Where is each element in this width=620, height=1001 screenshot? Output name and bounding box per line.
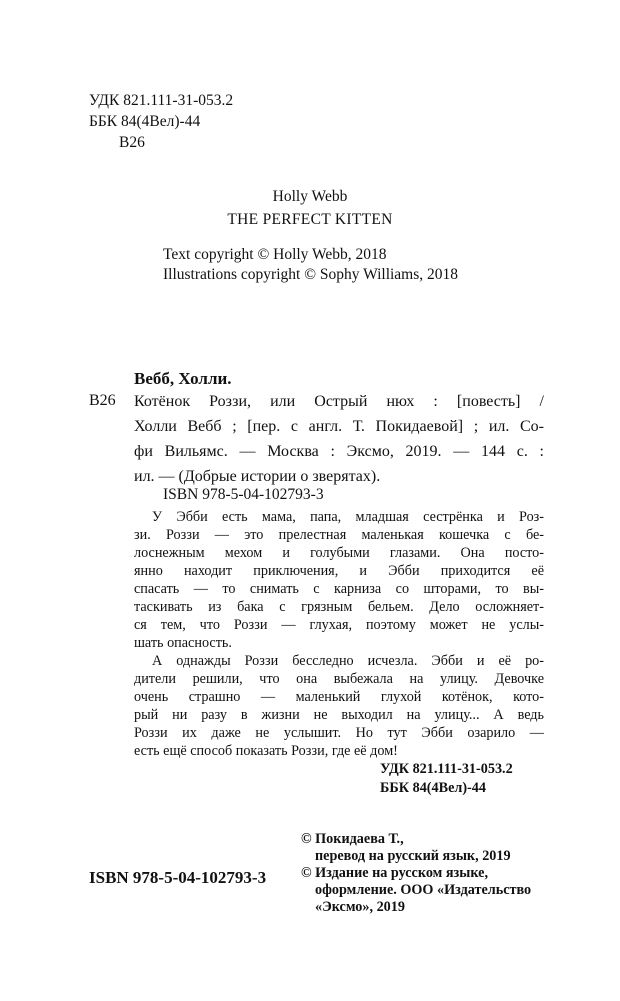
description-line: фи Вильямс. — Москва : Эксмо, 2019. — 144 с. :	[134, 443, 544, 460]
annotation-line: спасать — то снимать с карниза со шторами, то вы-	[134, 581, 544, 597]
annotation-line: янно находит приключения, и Эбби приходится её	[134, 563, 544, 579]
annotation-line: шать опасность.	[134, 635, 232, 651]
author-mark: В26	[119, 134, 145, 151]
description-line: Холли Вебб ; [пер. с англ. Т. Покидаевой] ; ил. Со-	[134, 418, 544, 435]
annotation-line: очень страшно — маленький глухой котёнок, кото-	[134, 689, 544, 705]
footer-bbk-code: ББК 84(4Вел)-44	[380, 780, 486, 796]
udk-code: УДК 821.111-31-053.2	[89, 92, 234, 109]
original-title: THE PERFECT KITTEN	[227, 211, 393, 228]
description-line: ил. — (Добрые истории о зверятах).	[134, 468, 381, 485]
isbn-bold: ISBN 978-5-04-102793-3	[89, 868, 267, 887]
annotation-line: есть ещё способ показать Роззи, где её дом!	[134, 743, 398, 759]
annotation-line: дители решили, что она выбежала на улицу. Девочке	[134, 671, 544, 687]
edition-copyright-line1: © Издание на русском языке,	[301, 865, 488, 881]
annotation-line: лоснежным мехом и голубыми глазами. Она посто-	[134, 545, 544, 561]
copyright-illustrations: Illustrations copyright © Sophy Williams, 2018	[163, 266, 459, 283]
translator-copyright-line2: перевод на русский язык, 2019	[315, 848, 511, 864]
translator-copyright-line1: © Покидаева Т.,	[301, 831, 404, 847]
bibliographic-author-heading: Вебб, Холли.	[134, 369, 232, 388]
bibliographic-author-mark: В26	[89, 392, 116, 409]
bbk-code: ББК 84(4Вел)-44	[89, 113, 201, 130]
edition-copyright-line2: оформление. ООО «Издательство	[315, 882, 532, 898]
annotation	[134, 508, 544, 760]
isbn-plain: ISBN 978-5-04-102793-3	[163, 486, 324, 503]
original-author: Holly Webb	[272, 188, 348, 205]
annotation-line: зи. Роззи — это прелестная маленькая кошечка с бе-	[134, 527, 544, 543]
description-line: Котёнок Роззи, или Острый нюх : [повесть] /	[134, 393, 544, 410]
annotation-line: ся тем, что Роззи — глухая, поэтому может не услы-	[134, 617, 544, 633]
annotation-line: А однажды Роззи бесследно исчезла. Эбби и её ро-	[152, 653, 544, 669]
bibliographic-description	[134, 389, 544, 489]
annotation-line: рый ни разу в жизни не выходил на улицу... А ведь	[134, 707, 544, 723]
annotation-line: Роззи их даже не услышит. Но тут Эбби озарило —	[134, 725, 544, 741]
copyright-text: Text copyright © Holly Webb, 2018	[163, 246, 387, 263]
footer-udk-code: УДК 821.111-31-053.2	[380, 761, 513, 777]
annotation-line: таскивать из бака с грязным бельем. Дело осложняет-	[134, 599, 544, 615]
edition-copyright-line3: «Эксмо», 2019	[315, 899, 405, 915]
annotation-line: У Эбби есть мама, папа, младшая сестрёнка и Роз-	[152, 509, 544, 525]
